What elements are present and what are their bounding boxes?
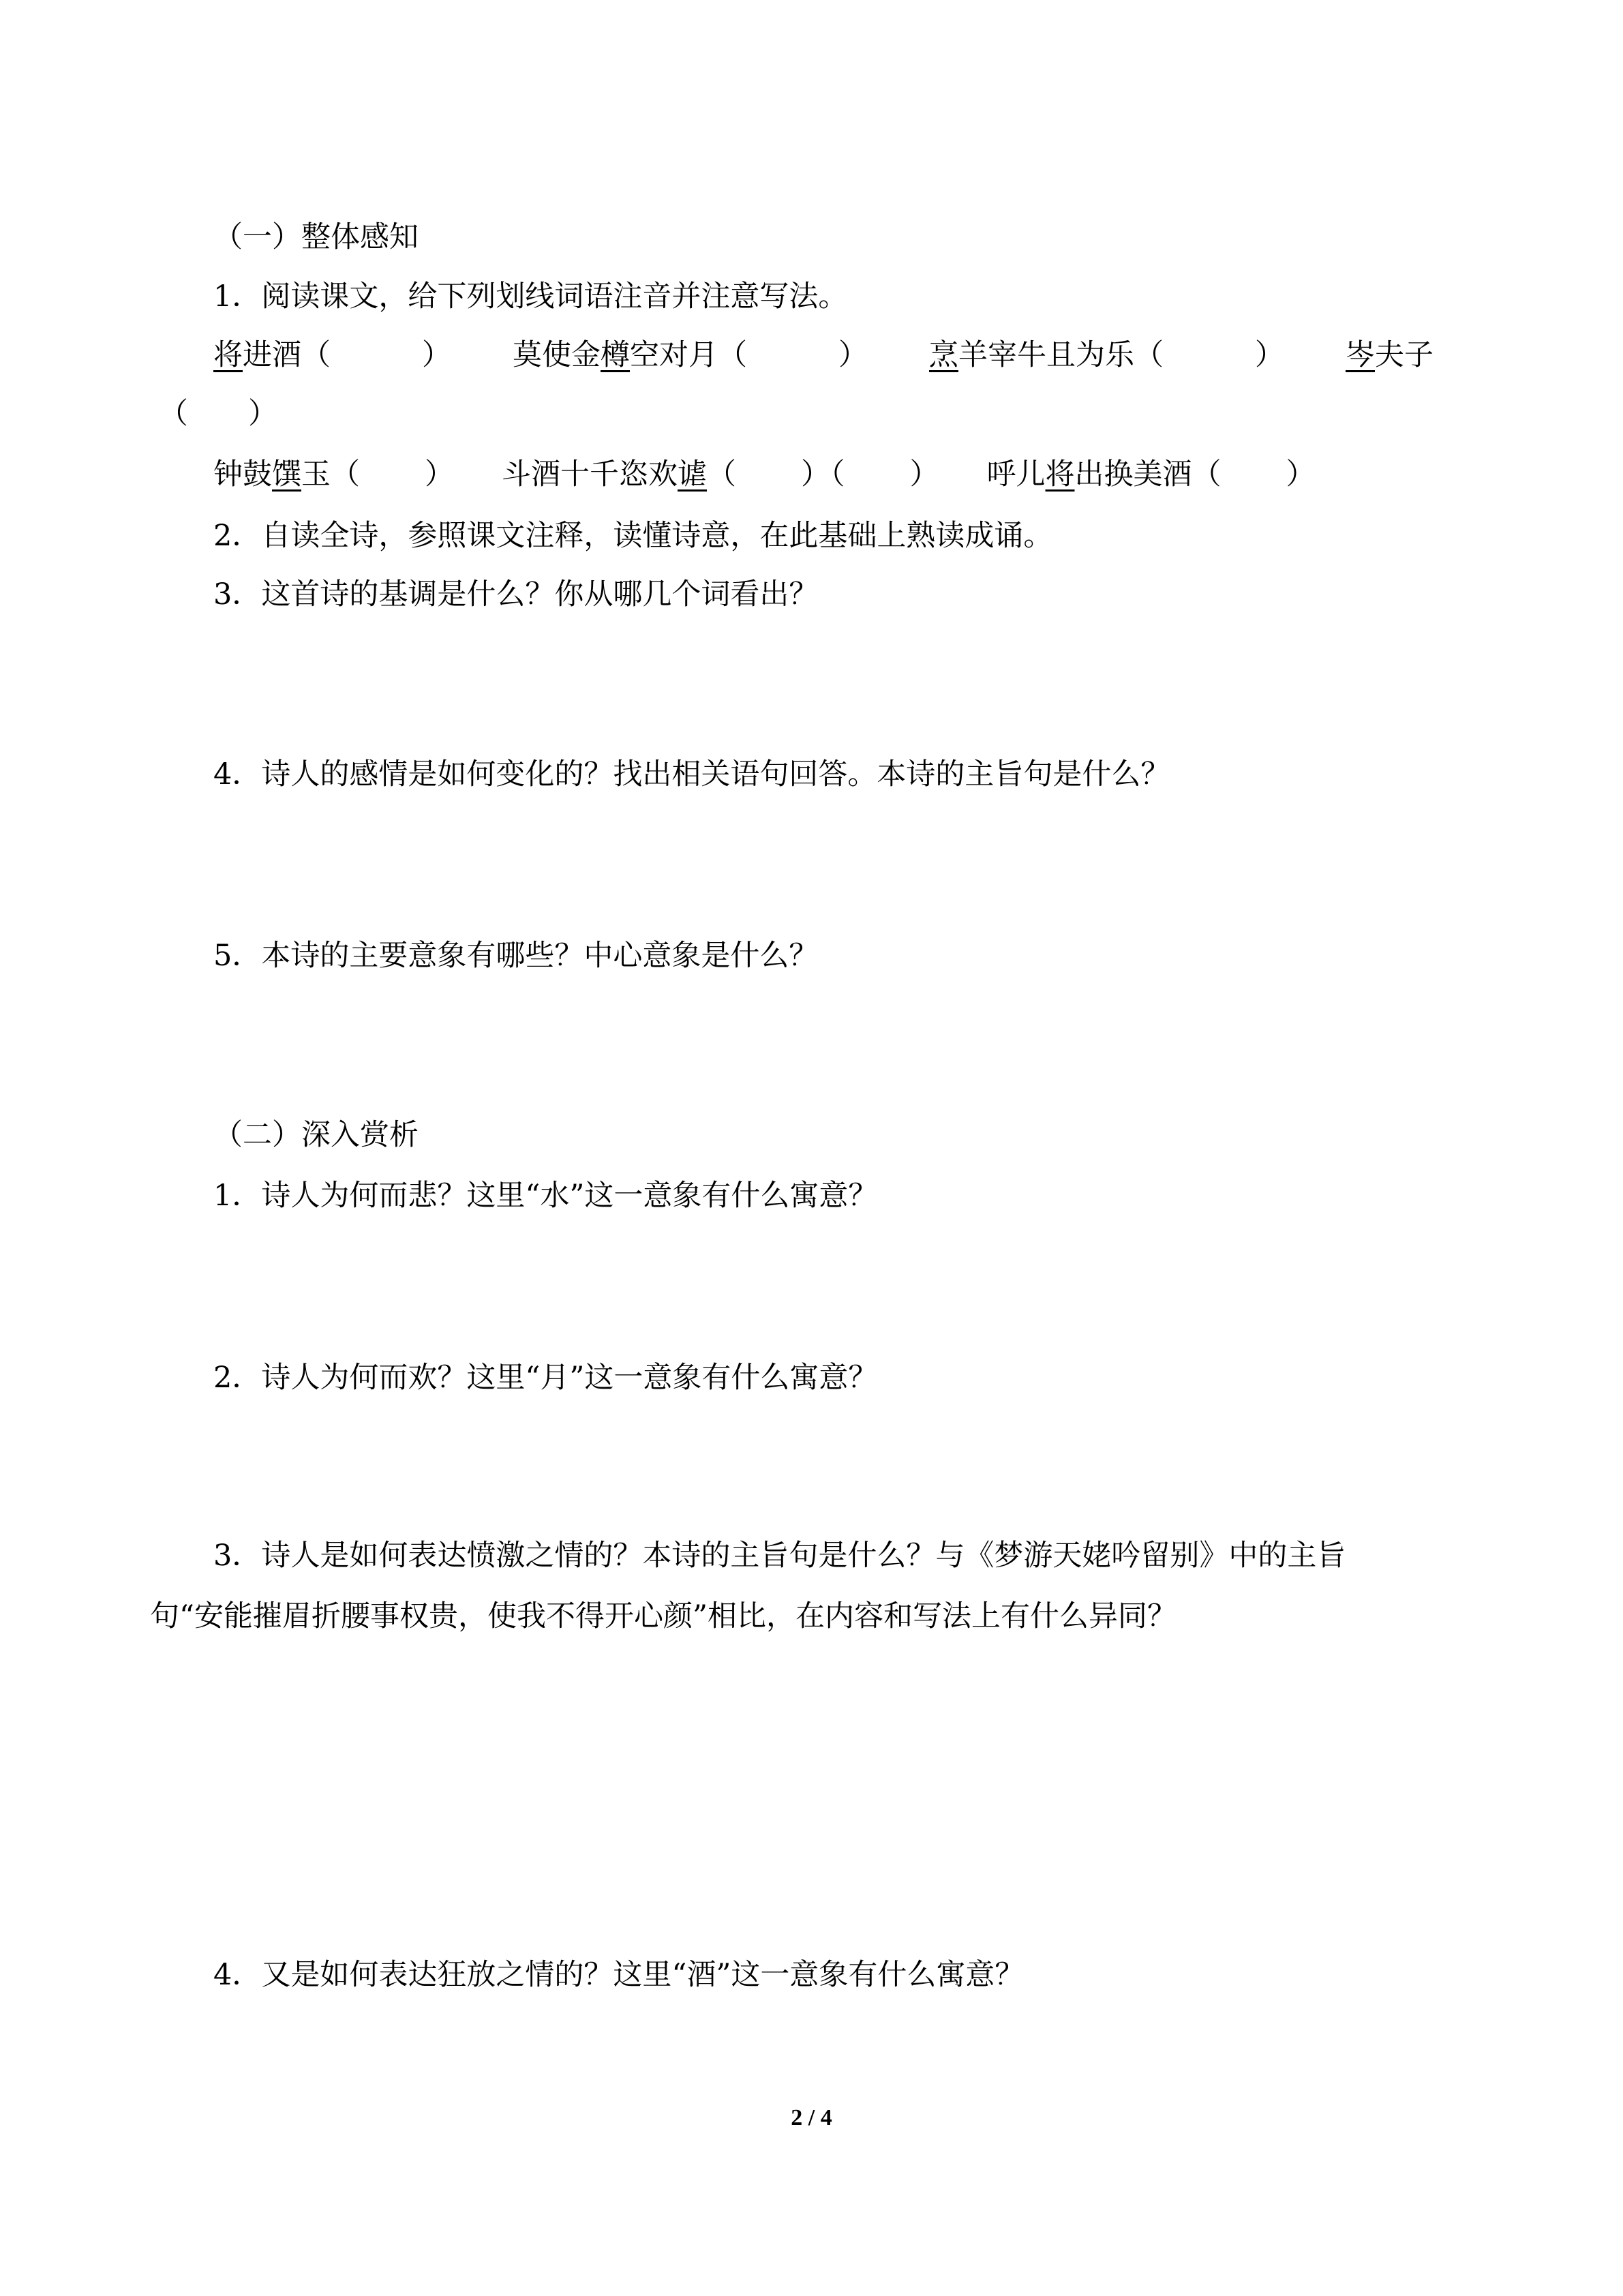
question-2-2: 2．诗人为何而欢？这里“月”这一意象有什么寓意？ bbox=[213, 1361, 878, 1395]
page-number: 2 / 4 bbox=[791, 2105, 832, 2130]
question-2-3-line-1: 3．诗人是如何表达愤激之情的？本诗的主旨句是什么？与《梦游天姥吟留别》中的主旨 bbox=[213, 1539, 1346, 1573]
item-xue: 斗酒十千恣欢谑（ ）（ ） bbox=[502, 457, 939, 492]
pinyin-row-2 bbox=[213, 454, 1316, 495]
pinyin-row-1 bbox=[213, 335, 1434, 376]
question-1-3: 3．这首诗的基调是什么？你从哪几个词看出？ bbox=[213, 577, 819, 611]
section-heading-analysis: （二）深入赏析 bbox=[213, 1118, 419, 1152]
question-1-5: 5．本诗的主要意象有哪些？中心意象是什么？ bbox=[213, 939, 819, 973]
question-1-4: 4．诗人的感情是如何变化的？找出相关语句回答。本诗的主旨句是什么？ bbox=[213, 757, 1170, 791]
item-zun: 莫使金樽空对月（ ） bbox=[513, 338, 868, 372]
item-cen: 岑夫子 bbox=[1346, 338, 1434, 372]
question-2-1: 1．诗人为何而悲？这里“水”这一意象有什么寓意？ bbox=[213, 1179, 878, 1213]
question-2-3-line-2: 句“安能摧眉折腰事权贵，使我不得开心颜”相比，在内容和写法上有什么异同？ bbox=[150, 1599, 1177, 1633]
section-heading-overall: （一）整体感知 bbox=[213, 220, 419, 254]
pinyin-row-1-wrap: （ ） bbox=[159, 397, 277, 431]
question-1-1: 1．阅读课文，给下列划线词语注音并注意写法。 bbox=[213, 280, 848, 314]
item-jiang-jin-jiu: 将进酒（ ） bbox=[213, 338, 451, 372]
question-2-4: 4．又是如何表达狂放之情的？这里“酒”这一意象有什么寓意？ bbox=[213, 1958, 1025, 1992]
item-peng: 烹羊宰牛且为乐（ ） bbox=[929, 338, 1284, 372]
question-1-2: 2．自读全诗，参照课文注释，读懂诗意，在此基础上熟读成诵。 bbox=[213, 519, 1053, 553]
item-zhuan: 钟鼓馔玉（ ） bbox=[213, 457, 454, 492]
item-jiang-chu: 呼儿将出换美酒（ ） bbox=[986, 457, 1316, 492]
